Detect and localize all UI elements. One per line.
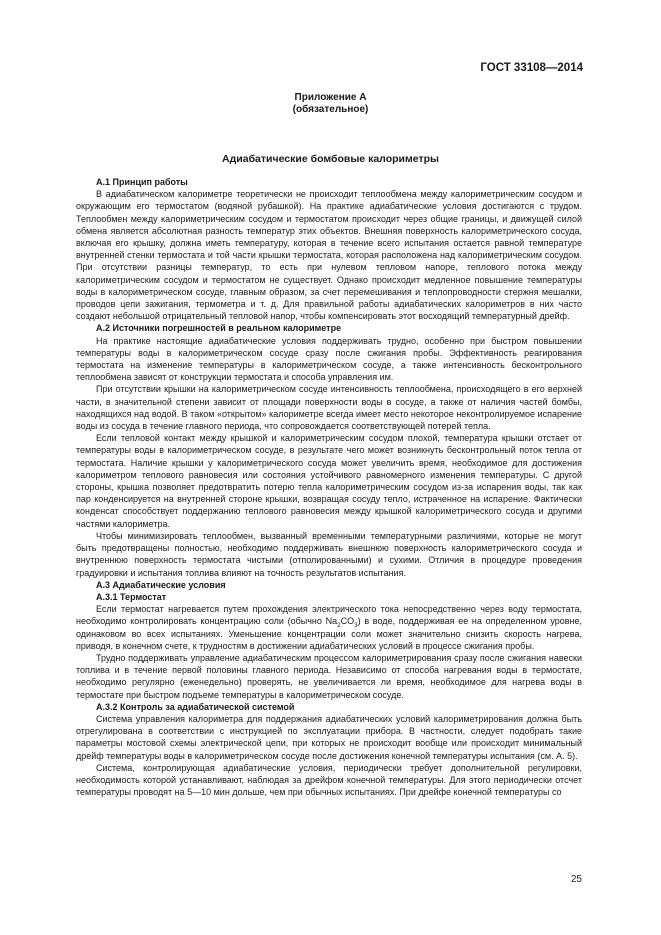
page-number: 25 bbox=[570, 874, 582, 885]
annex-header bbox=[0, 92, 661, 116]
section-heading-a1: А.1 Принцип работы bbox=[96, 177, 188, 187]
subsection-heading-a3-1: А.3.1 Термостат bbox=[96, 591, 167, 602]
paragraph: Система управления калориметра для поддержания адиабатических условий калориметрирования должна быть отрегулирована в соответствии с инструкцией по эксплуатации прибора. В частности, следует подобрать такие параметры мостовой схемы электрической цепи, при которых не происходит вообще или происходит минимальный дрейф температуры воды в калориметрическом сосуде после достижения конечной температуры испытания (см. А. 5). bbox=[76, 713, 582, 761]
paragraph: Трудно поддерживать управление адиабатическим процессом калориметрирования сразу после сжигания навески топлива и в течение первой половины главного периода. Независимо от способа нагревания воды в термостате, необходимо регулярно (еженедельно) проверять, не увеличивается ли время, необходимое для нагрева воды в термостате при быстром подъеме температуры в калориметрическом сосуде. bbox=[76, 652, 582, 700]
paragraph: Если тепловой контакт между крышкой и калориметрическим сосудом плохой, температура крышки отстает от температуры воды в калориметрическом сосуде, в результате чего может возникнуть бесконтрольный поток тепла от термостата. Наличие крышки у калориметрического сосуда может увеличить время, необходимое для достижения калориметром теплового равновесия или состояния устойчивого равномерного изменения температуры. С другой стороны, крышка позволяет предотвратить потерю тепла калориметрическим сосудом из-за испарения воды, так как пар конденсируется на внутренней стороне крышки, возвращая сосуду тепло, истраченное на испарение. Фактически конденсат способствует поддержанию теплового равновесия между крышкой калориметрического сосуда и другими частями калориметра. bbox=[76, 433, 582, 529]
section-heading-a3: А.3 Адиабатические условия bbox=[96, 579, 226, 590]
section-heading-a2: А.2 Источники погрешностей в реальном калориметре bbox=[96, 323, 342, 334]
document-title: Адиабатические бомбовые калориметры bbox=[222, 153, 439, 165]
paragraph: В адиабатическом калориметре теоретически не происходит теплообмена между калориметрическим сосудом и окружающим его термостатом (водяной рубашкой). На практике адиабатические условия достигаются с трудом. Теплообмен между калориметрическим сосудом и термостатом происходит через общие границы, и движущей силой обмена является абсолютная разность температур этих объектов. Внешняя поверхность калориметрического сосуда, включая его крышку, должна иметь температуру, которая в течение всего испытания остается равной температуре внутренней стенки термостата и той части крышки термостата, которая расположена над калориметрическим сосудом. При отсутствии разницы температур, то есть при нулевом тепловом напоре, теплового потока между калориметрическим сосудом и термостатом не существует. Однако происходит медленное повышение температуры воды в калориметрическом сосуде, главным образом, за счет перемешивания и теплопроводности стержня мешалки, проводов цепи зажигания, термометра и т. д. Для правильной работы адиабатических калориметров в них часто создают небольшой отрицательный тепловой напор, чтобы компенсировать этот восходящий температурный дрейф. bbox=[76, 189, 582, 322]
document-body bbox=[76, 176, 582, 798]
standard-number: ГОСТ 33108—2014 bbox=[480, 62, 583, 74]
paragraph: Система, контролирующая адиабатические условия, периодически требует дополнительной регулировки, необходимость которой устанавливают, наблюдая за дрейфом конечной температуры. Для этого периодически отсчет температуры проводят на 5—10 мин дольше, чем при обычных испытаниях. При дрейфе конечной температуры со bbox=[76, 762, 582, 798]
paragraph: При отсутствии крышки на калориметрическом сосуде интенсивность теплообмена, происходящего в его верхней части, в значительной степени зависит от площади поверхности воды в сосуде, а также от наличия частей бомбы, находящихся над водой. В таком «открытом» калориметре всегда имеет место некоторое неконтролируемое испарение воды из сосуда в течение главного периода, что сопровождается соответствующей потерей тепла. bbox=[76, 384, 582, 432]
annex-title: Приложение А bbox=[294, 92, 367, 103]
annex-status: (обязательное) bbox=[292, 104, 369, 115]
paragraph: Чтобы минимизировать теплообмен, вызванный временными температурными различиями, которые не могут быть предотвращены полностью, необходимо поддерживать внешнюю поверхность калориметрического сосуда и внутреннюю поверхность термостата чистыми (отполированными) и сухими. Отличия в процедуре проведения градуировки и испытания топлива влияют на точность результатов испытания. bbox=[76, 530, 582, 578]
paragraph: Если термостат нагревается путем прохождения электрического тока непосредственно через воду термостата, необходимо контролировать концентрацию соли (обычно $Na_2CO_3$) в воде, поддерживая ее на определенном уровне, одинаковом во всех испытаниях. Уменьшение концентрации соли может значительно снизить скорость нагрева, приводя, в конечном счете, к трудностям в достижении адиабатических условий в процессе сжигания пробы. bbox=[76, 604, 582, 651]
subsection-heading-a3-2: А.3.2 Контроль за адиабатической системой bbox=[96, 701, 295, 712]
paragraph: На практике настоящие адиабатические условия поддерживать трудно, особенно при быстром повышении температуры воды в калориметрическом сосуде сразу после сжигания пробы. Эффективность реагирования термостата на изменение температуры в калориметрическом сосуде, а также интенсивность бесконтрольного теплообмена зависят от конструкции термостата и способа управления им. bbox=[76, 335, 582, 383]
